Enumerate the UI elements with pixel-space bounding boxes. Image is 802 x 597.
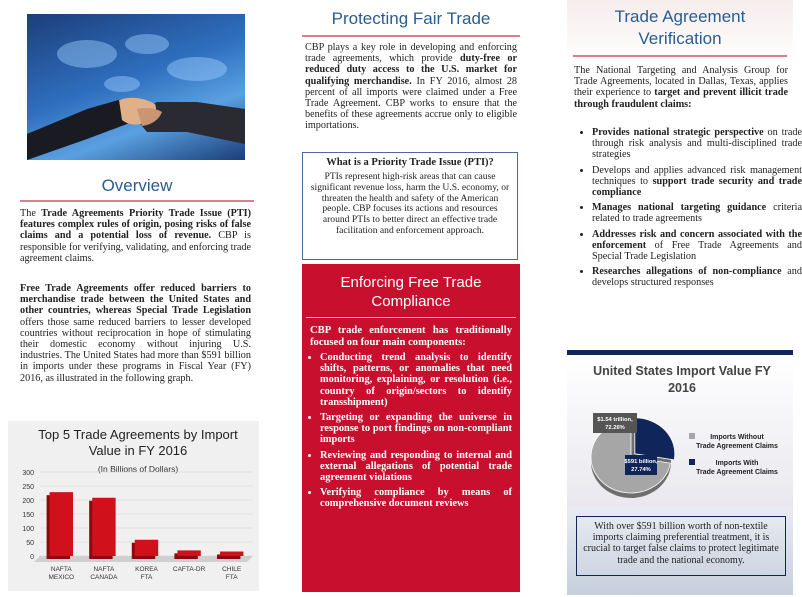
pie-chart-title: United States Import Value FY 2016 bbox=[593, 364, 771, 395]
x-tick-label: NAFTA bbox=[50, 566, 72, 573]
pie-data-label: $591 billion, bbox=[624, 459, 658, 465]
bar bbox=[135, 540, 158, 556]
protecting-paragraph bbox=[305, 42, 517, 132]
enforcing-rule bbox=[306, 317, 516, 318]
legend-swatch bbox=[689, 459, 695, 465]
list-item bbox=[592, 127, 802, 161]
overview-title: Overview bbox=[101, 176, 173, 195]
protecting-title: Protecting Fair Trade bbox=[331, 9, 491, 28]
bold-span: Manages national targeting guidance bbox=[592, 202, 767, 214]
legend-label: Imports Without bbox=[710, 434, 764, 441]
bold-span: Addresses risk and concern associated with the enforcement bbox=[592, 228, 802, 251]
bold-span: target and prevent illicit trade through fraudulent claims: bbox=[574, 87, 788, 110]
bar-chart-svg bbox=[8, 421, 259, 591]
bar bbox=[92, 498, 115, 556]
bold-span: Free Trade Agreements bbox=[20, 283, 129, 294]
enforcing-panel bbox=[302, 264, 520, 592]
legend-label: Trade Agreement Claims bbox=[696, 469, 778, 476]
verification-intro bbox=[574, 65, 788, 110]
legend-label: Imports With bbox=[715, 460, 759, 467]
list-item: • Verifying compliance by means of comprehensive document reviews bbox=[320, 487, 512, 509]
legend-label: Trade Agreement Claims bbox=[696, 443, 778, 450]
bold-span: support trade security and trade compliance bbox=[592, 175, 802, 199]
pti-title: What is a Priority Trade Issue (PTI)? bbox=[326, 157, 494, 168]
bar bbox=[50, 492, 73, 556]
text-span: CBP plays a key role in developing and enforcing trade agreements, which provide bbox=[305, 42, 517, 65]
enforcing-title: Enforcing Free Trade Compliance bbox=[340, 274, 482, 310]
pie-slice bbox=[635, 418, 675, 460]
verification-rule bbox=[573, 55, 787, 57]
y-tick-label: 50 bbox=[26, 540, 34, 547]
overview-paragraph-2 bbox=[20, 283, 251, 384]
bold-span: features complex rules of origin, posing risks of false claims and a potential loss of revenue. bbox=[20, 219, 251, 242]
y-tick-label: 200 bbox=[22, 498, 34, 505]
text-span: The bbox=[20, 208, 42, 219]
list-item: • Conducting trend analysis to identify shifts, patterns, or anomalies that need monitoring, explaining, or resolution (i.e., country of origin/sectors to identify transshipment) bbox=[320, 352, 512, 408]
text-span: Develops and applies advanced risk management techniques to bbox=[592, 164, 802, 187]
pti-text: PTIs represent high-risk areas that can cause significant revenue loss, harm the U.S. economy, or threaten the health and safety of the American people. CBP focuses its actions and resources around PTIs to better direct an effective trade facilitation and enforcement approach. bbox=[310, 171, 510, 236]
bar-chart-panel bbox=[8, 421, 259, 591]
bold-span: Trade Agreements Priority Trade Issue (PTI) bbox=[41, 208, 251, 219]
x-tick-label: NAFTA bbox=[93, 566, 115, 573]
x-tick-label: KOREA bbox=[135, 566, 158, 573]
text-span: criteria related to trade agreements bbox=[592, 202, 802, 225]
x-tick-label: FTA bbox=[140, 574, 153, 581]
text-span: offer reduced barriers to merchandise trade between the United States and other countries, whereas bbox=[20, 283, 252, 317]
list-item bbox=[592, 266, 802, 288]
overview-rule bbox=[20, 200, 254, 202]
text-span: offers those same reduced barriers to lesser developed countries without reciprocation in hope of stimulating their domestic economy without injuring U.S. industries. The United States had more than $591 billion in imports under these programs in Fiscal Year (FY) 2016, as illustrated in the following graph. bbox=[20, 316, 251, 384]
pie-chart-panel bbox=[567, 355, 793, 507]
bold-span: Researches allegations of non-compliance bbox=[592, 266, 782, 278]
text-span: CBP is responsible for verifying, validating, and enforcing trade agreement claims. bbox=[20, 230, 251, 264]
y-tick-label: 150 bbox=[22, 512, 34, 519]
x-tick-label: CHILE bbox=[222, 566, 242, 573]
enforcing-list bbox=[310, 352, 512, 510]
bar-chart-title: Top 5 Trade Agreements by Import Value in FY 2016 bbox=[38, 427, 238, 458]
x-tick-label: CANADA bbox=[90, 574, 118, 581]
enforcing-intro: CBP trade enforcement has traditionally focused on four main components: bbox=[310, 325, 512, 348]
pie-data-label: 27.74% bbox=[631, 467, 651, 473]
pie-chart-svg bbox=[567, 355, 793, 507]
verification-list bbox=[578, 127, 802, 293]
protecting-rule bbox=[302, 35, 520, 37]
verification-title: Trade Agreement Verification bbox=[614, 7, 746, 48]
x-tick-label: FTA bbox=[225, 574, 238, 581]
bar-chart-subtitle: (In Billions of Dollars) bbox=[97, 464, 179, 474]
list-item bbox=[592, 165, 802, 199]
y-tick-label: 0 bbox=[30, 554, 34, 561]
x-tick-label: MEXICO bbox=[48, 574, 75, 581]
text-span: on trade through risk analysis and multi-disciplined trade strategies bbox=[592, 127, 802, 161]
pie-data-label: 72.26% bbox=[605, 425, 625, 431]
legend-swatch bbox=[689, 433, 695, 439]
text-span: of Free Trade Agreements and Special Trade Legislation bbox=[592, 239, 802, 263]
bar bbox=[220, 552, 243, 556]
pti-box bbox=[302, 152, 518, 260]
text-span: and develops structured responses bbox=[592, 266, 802, 289]
pie-data-label: $1.54 trillion, bbox=[597, 417, 633, 423]
list-item: • Targeting or expanding the universe in response to port findings on non-compliant imports bbox=[320, 412, 512, 446]
list-item bbox=[592, 202, 802, 224]
y-tick-label: 100 bbox=[22, 526, 34, 533]
bold-span: duty-free or reduced duty access to the U.S. market for qualifying merchandise. bbox=[305, 53, 517, 87]
callout-box: With over $591 billion worth of non-textile imports claiming preferential treatment, it is crucial to target false claims to protect legitimate trade and the national economy. bbox=[576, 516, 786, 576]
list-item bbox=[592, 229, 802, 263]
x-tick-label: CAFTA-DR bbox=[172, 566, 206, 573]
bar bbox=[177, 550, 200, 556]
handshake-world-icon bbox=[27, 14, 245, 160]
text-span: In FY 2016, almost 28 percent of all imports were claimed under a Free Trade Agreement. CBP works to ensure that the benefits of these agreements accrue only to eligible importations. bbox=[305, 75, 518, 132]
bold-span: Special Trade Legislation bbox=[136, 305, 251, 317]
bold-span: Provides national strategic perspective bbox=[592, 127, 764, 138]
overview-paragraph-1 bbox=[20, 208, 251, 264]
hero-photo bbox=[27, 14, 245, 160]
text-span: The National Targeting and Analysis Group for Trade Agreements, located in Dallas, Texas, applies their experience to bbox=[574, 65, 788, 99]
y-tick-label: 250 bbox=[22, 484, 34, 491]
y-tick-label: 300 bbox=[22, 470, 34, 477]
list-item: • Reviewing and responding to internal and external allegations of potential trade agreement violations bbox=[320, 450, 512, 484]
